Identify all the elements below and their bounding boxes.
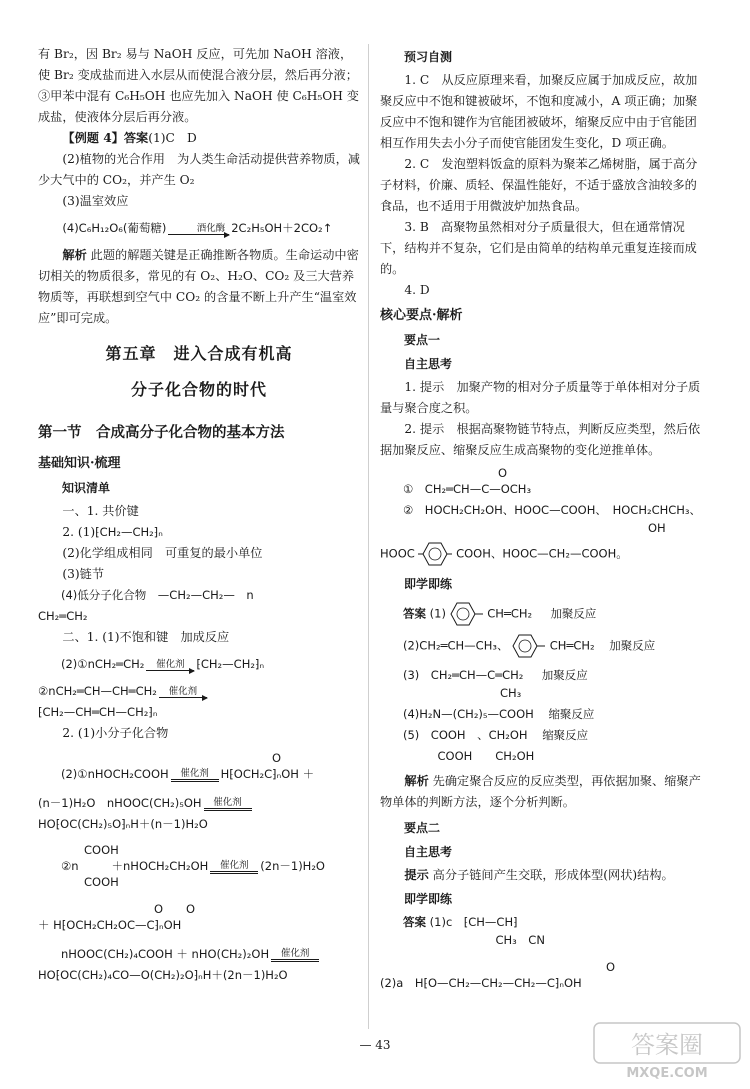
carbonyl-o: O bbox=[606, 960, 616, 974]
reaction-arrow: 催化剂 bbox=[159, 686, 207, 698]
analysis: 解析 先确定聚合反应的反应类型，再依据加聚、缩聚产物单体的判断方法，逐个分析判断。 bbox=[380, 774, 701, 809]
preview-title: 预习自测 bbox=[404, 50, 453, 64]
watermark-logo bbox=[592, 1021, 742, 1081]
chapter-title-line2: 分子化合物的时代 bbox=[130, 380, 267, 399]
hydroxyl: OH bbox=[648, 521, 666, 535]
carbonyl-o: O bbox=[272, 751, 282, 765]
answer-line: 答案 (1)c ⁅CH—CH⁆ bbox=[403, 915, 518, 929]
tip-item: 提示 高分子链间产生交联，形成体型(网状)结构。 bbox=[404, 868, 674, 882]
answer-item: 3. B 高聚物虽然相对分子质量很大，但在通常情况下，结构并不复杂，它们是由简单的结构单元重复连接而成的。 bbox=[380, 220, 697, 276]
point-one: 要点一 bbox=[404, 333, 441, 347]
tip-item: 1. 提示 加聚产物的相对分子质量等于单体相对分子质量与聚合度之积。 bbox=[380, 380, 701, 415]
knowledge-list-title: 知识清单 bbox=[62, 481, 111, 495]
basic-knowledge-title: 基础知识·梳理 bbox=[38, 456, 121, 471]
column-divider bbox=[368, 44, 369, 1029]
equilibrium-arrow: 催化剂 bbox=[271, 948, 319, 962]
analysis: 解析 此题的解题关键是正确推断各物质。生命运动中密切相关的物质很多，常见的有 O₂、H₂O、CO₂ 及三大营养物质等，再联想到空气中 CO₂ 的含量不断上升产生“温室效应”即可完成。 bbox=[38, 248, 359, 325]
reaction-product: ＋ H⁅OCH₂CH₂OC—C⁆ₙOH bbox=[38, 918, 182, 932]
reaction-line: ②nCH₂═CH—CH═CH₂ 催化剂 bbox=[38, 681, 360, 702]
carbonyl-o: O bbox=[498, 466, 508, 480]
answer-item: 2. C 发泡塑料饭盒的原料为聚苯乙烯树脂，属于高分子材料，价廉、质轻、保温性能好，不适于盛放含油较多的食品，也不适用于用微波炉加热食品。 bbox=[380, 157, 698, 213]
equilibrium-arrow: 催化剂 bbox=[204, 797, 252, 811]
benzene-ring-icon bbox=[512, 633, 546, 659]
reaction-line: (2)①nCH₂═CH₂ 催化剂 ⁅CH₂—CH₂⁆ₙ bbox=[61, 657, 265, 671]
reaction-product: HO⁅OC(CH₂)₅O⁆ₙH＋(n－1)H₂O bbox=[38, 817, 208, 831]
reaction-line: (2)①nHOCH₂COOH 催化剂 H⁅OCH₂C⁆ₙOH ＋ bbox=[61, 767, 315, 781]
answer-line: (2)a H⁅O—CH₂—CH₂—CH₂—C⁆ₙOH bbox=[380, 976, 582, 990]
reaction-arrow: 催化剂 bbox=[146, 659, 194, 671]
carbonyl-o: O O bbox=[154, 902, 196, 916]
equilibrium-arrow: 催化剂 bbox=[210, 860, 258, 874]
paragraph: 有 Br₂，因 Br₂ 易与 NaOH 反应，可先加 NaOH 溶液，使 Br₂ 变成盐而进入水层从而使混合液分层，然后再分液；③甲苯中混有 C₆H₅OH 也应先加入 NaOH 使 C₆H₅OH 变成盐，使液体分层后再分液。 bbox=[38, 47, 359, 124]
list-item: CH₂═CH₂ bbox=[38, 609, 88, 623]
chapter-title-line1: 第五章 进入合成有机高 bbox=[105, 344, 293, 363]
self-think-title: 自主思考 bbox=[404, 845, 453, 859]
tip-item: 2. 提示 根据高聚物链节特点，判断反应类型，然后依据加聚反应、缩聚反应生成高聚物的变化逆推单体。 bbox=[380, 422, 701, 457]
answer-item: 1. C 从反应原理来看，加聚反应属于加成反应，故加聚反应中不饱和键被破坏，不饱和度减小，A 项正确；加聚反应中不饱和键作为官能团被破坏，缩聚反应中由于官能团相互作用失去小分子而使官能团发生变化，D 项正确。 bbox=[380, 73, 698, 150]
list-item: (2)化学组成相同 可重复的最小单位 bbox=[62, 546, 263, 560]
answer-line: 答案 (1) CH═CH₂ 加聚反应 bbox=[380, 601, 708, 627]
list-item: (4)低分子化合物 —CH₂—CH₂— n bbox=[61, 588, 254, 602]
practice-title: 即学即练 bbox=[404, 577, 453, 591]
answer-line: (4)H₂N—(CH₂)₅—COOH 缩聚反应 bbox=[403, 707, 595, 721]
list-item: (3)链节 bbox=[62, 567, 105, 581]
point-two: 要点二 bbox=[404, 821, 441, 835]
answer-line: (3) CH₂═CH—C═CH₂ 加聚反应 bbox=[403, 668, 588, 682]
oxalic-bottom: COOH bbox=[84, 875, 119, 889]
answer-line: (2)CH₂═CH—CH₃、 CH═CH₂ 加聚反应 bbox=[380, 633, 708, 659]
list-item: 二、1. (1)不饱和键 加成反应 bbox=[62, 630, 230, 644]
answer-line: COOH CH₂OH bbox=[403, 749, 535, 763]
example4-part3: (3)温室效应 bbox=[62, 194, 129, 208]
svg-text:答案圈: 答案圈 bbox=[631, 1031, 703, 1059]
practice-title: 即学即练 bbox=[404, 892, 453, 906]
answer-item: 4. D bbox=[404, 283, 430, 297]
example4-answer: 【例题 4】答案(1)C D bbox=[62, 131, 197, 145]
methyl-sub: CH₃ bbox=[500, 686, 522, 700]
reaction-line: (n－1)H₂O nHOOC(CH₂)₅OH 催化剂 bbox=[38, 793, 360, 814]
left-column bbox=[38, 44, 360, 986]
core-points-title: 核心要点·解析 bbox=[380, 308, 463, 323]
reaction-product: ⁅CH₂—CH═CH—CH₂⁆ₙ bbox=[38, 705, 158, 719]
example4-part4: (4)C₆H₁₂O₆(葡萄糖) 酒化酶 2C₂H₅OH＋2CO₂↑ bbox=[62, 221, 333, 235]
oxalic-top: COOH bbox=[84, 843, 119, 857]
benzene-ring-icon bbox=[450, 601, 484, 627]
reaction-line: nHOOC(CH₂)₄COOH ＋ nHO(CH₂)₂OH 催化剂 bbox=[38, 944, 360, 965]
benzene-ring-icon bbox=[418, 541, 452, 567]
page-number: — 43 bbox=[359, 1038, 391, 1052]
self-think-title: 自主思考 bbox=[404, 357, 453, 371]
list-item: 2. (1)⁅CH₂—CH₂⁆ₙ bbox=[62, 525, 163, 539]
reaction-arrow: 酒化酶 bbox=[168, 223, 229, 235]
right-column bbox=[380, 44, 708, 994]
monomer-line: ① CH₂═CH—C—OCH₃ bbox=[403, 482, 532, 496]
list-item: 一、1. 共价键 bbox=[62, 504, 139, 518]
equilibrium-arrow: 催化剂 bbox=[171, 768, 219, 782]
monomer-line: HOOC COOH、HOOC—CH₂—COOH。 bbox=[380, 541, 708, 567]
substituents: CH₃ CN bbox=[484, 933, 545, 947]
list-item: 2. (1)小分子化合物 bbox=[62, 726, 169, 740]
answer-line: (5) COOH 、CH₂OH 缩聚反应 bbox=[403, 728, 589, 742]
reaction-line: ②n ＋nHOCH₂CH₂OH 催化剂 (2n－1)H₂O bbox=[61, 859, 325, 873]
monomer-line: ② HOCH₂CH₂OH、HOOC—COOH、 HOCH₂CHCH₃、 bbox=[403, 503, 702, 517]
section-title: 第一节 合成高分子化合物的基本方法 bbox=[38, 424, 285, 441]
reaction-product: HO⁅OC(CH₂)₄CO—O(CH₂)₂O⁆ₙH＋(2n－1)H₂O bbox=[38, 968, 288, 982]
example4-part2: (2)植物的光合作用 为人类生命活动提供营养物质，减少大气中的 CO₂，并产生 O₂ bbox=[38, 152, 360, 187]
svg-text:MXQE.COM: MXQE.COM bbox=[626, 1066, 708, 1081]
